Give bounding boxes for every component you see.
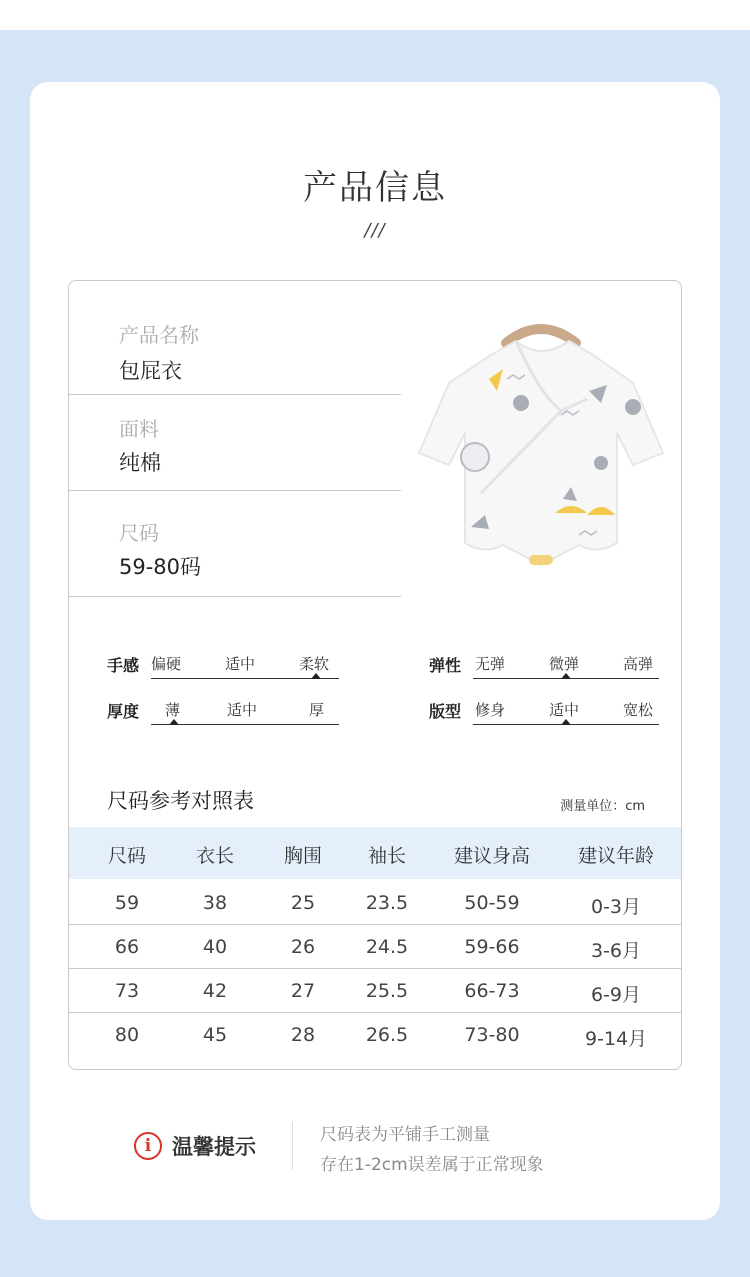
table-cell: 66-73 xyxy=(464,980,520,1002)
table-cell: 26 xyxy=(290,936,316,958)
attr-selected-marker xyxy=(311,673,321,679)
attr-selected-marker xyxy=(561,673,571,679)
info-value: 59-80码 xyxy=(119,555,202,579)
attr-scale xyxy=(151,699,339,725)
bodysuit-image xyxy=(411,303,671,583)
table-cell: 9-14月 xyxy=(584,1028,648,1050)
attr-name: 厚度 xyxy=(107,702,140,721)
table-header-cell: 衣长 xyxy=(195,845,234,867)
info-value: 包屁衣 xyxy=(119,359,182,383)
attr-thickness xyxy=(107,699,347,729)
table-cell: 73 xyxy=(114,980,140,1002)
attr-feel xyxy=(107,653,347,683)
info-value: 纯棉 xyxy=(119,451,161,475)
attr-option: 厚 xyxy=(309,701,325,719)
attr-option: 宽松 xyxy=(623,701,654,719)
attr-scale xyxy=(151,653,339,679)
info-label: 面料 xyxy=(119,417,159,441)
attr-option: 无弹 xyxy=(475,655,506,673)
attr-option: 偏硬 xyxy=(151,655,182,673)
table-row xyxy=(69,881,681,925)
tip-line: 尺码表为平铺手工测量 xyxy=(320,1125,490,1145)
attr-name: 弹性 xyxy=(429,656,462,675)
tip-divider xyxy=(292,1122,293,1170)
measure-unit: 测量单位：cm xyxy=(560,799,645,814)
attr-fit xyxy=(429,699,669,729)
size-table-header xyxy=(69,827,681,879)
attr-option: 微弹 xyxy=(549,655,580,673)
attr-option: 薄 xyxy=(165,701,181,719)
table-cell: 45 xyxy=(202,1024,228,1046)
attr-option: 高弹 xyxy=(623,655,654,673)
table-cell: 42 xyxy=(202,980,228,1002)
tip-line: 存在1-2cm误差属于正常现象 xyxy=(320,1155,544,1175)
table-header-cell: 建议年龄 xyxy=(577,845,654,867)
attr-option: 适中 xyxy=(549,701,580,719)
info-row-size xyxy=(69,491,401,597)
info-icon: i xyxy=(134,1132,162,1160)
table-header-cell: 胸围 xyxy=(283,845,322,867)
table-cell: 59 xyxy=(114,892,140,914)
attr-option: 修身 xyxy=(475,701,506,719)
table-header-cell: 建议身高 xyxy=(453,845,530,867)
table-header-cell: 袖长 xyxy=(367,845,406,867)
table-cell: 3-6月 xyxy=(590,940,642,962)
table-cell: 50-59 xyxy=(464,892,520,914)
table-cell: 25.5 xyxy=(365,980,409,1002)
attr-elastic xyxy=(429,653,669,683)
table-header-cell: 尺码 xyxy=(107,845,146,867)
attr-option: 适中 xyxy=(227,701,258,719)
table-cell: 23.5 xyxy=(365,892,409,914)
table-cell: 38 xyxy=(202,892,228,914)
table-cell: 73-80 xyxy=(464,1024,520,1046)
attr-scale xyxy=(473,699,659,725)
table-cell: 26.5 xyxy=(365,1024,409,1046)
info-label: 产品名称 xyxy=(119,323,199,347)
table-cell: 66 xyxy=(114,936,140,958)
table-cell: 24.5 xyxy=(365,936,409,958)
table-cell: 27 xyxy=(290,980,316,1002)
attr-name: 版型 xyxy=(429,702,462,721)
attr-selected-marker xyxy=(169,719,179,725)
table-cell: 0-3月 xyxy=(590,896,642,918)
info-label: 尺码 xyxy=(119,521,159,545)
attr-name: 手感 xyxy=(107,656,140,675)
table-row xyxy=(69,1013,681,1057)
tip-title: 温馨提示 xyxy=(172,1135,256,1159)
attr-scale xyxy=(473,653,659,679)
table-cell: 59-66 xyxy=(464,936,520,958)
table-row xyxy=(69,969,681,1013)
attr-option: 柔软 xyxy=(299,655,330,673)
table-row xyxy=(69,925,681,969)
table-cell: 6-9月 xyxy=(590,984,642,1006)
product-info-card xyxy=(30,82,720,1220)
table-cell: 80 xyxy=(114,1024,140,1046)
info-row-name xyxy=(69,281,401,395)
table-cell: 40 xyxy=(202,936,228,958)
page-title: 产品信息 xyxy=(303,168,447,208)
table-cell: 25 xyxy=(290,892,316,914)
size-table-title: 尺码参考对照表 xyxy=(107,789,254,813)
attr-option: 适中 xyxy=(225,655,256,673)
info-row-fabric xyxy=(69,395,401,491)
table-cell: 28 xyxy=(290,1024,316,1046)
title-decoration: /// xyxy=(364,220,386,241)
attr-selected-marker xyxy=(561,719,571,725)
info-box xyxy=(68,280,682,1070)
